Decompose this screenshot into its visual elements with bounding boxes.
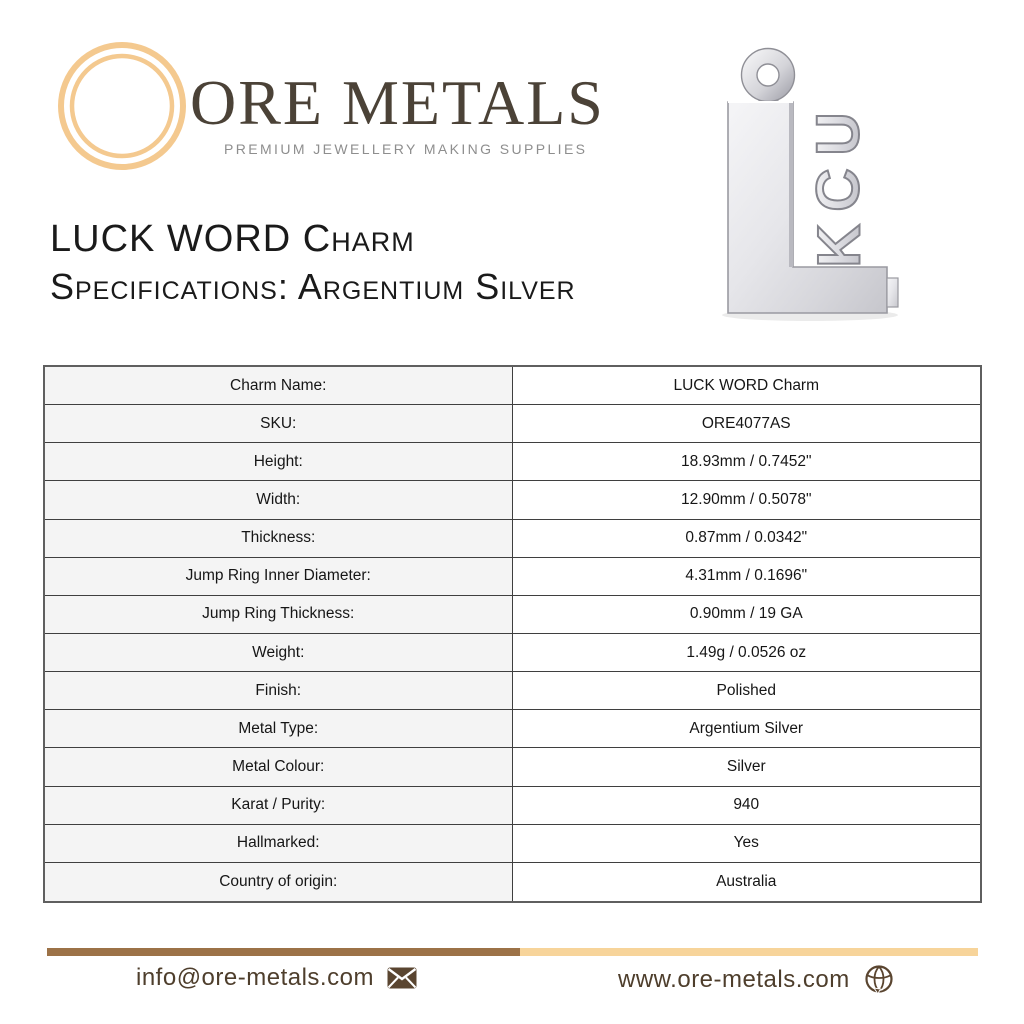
table-row [45,367,980,405]
table-row [45,825,980,863]
spec-table [43,365,982,903]
brand-logo-rings-icon [52,36,192,176]
globe-icon [863,964,895,996]
spec-label: Thickness: [45,520,513,557]
email-address[interactable]: info@ore-metals.com [136,964,374,991]
table-row [45,596,980,634]
brand-tagline: PREMIUM JEWELLERY MAKING SUPPLIES [224,141,588,157]
spec-value: 12.90mm / 0.5078" [513,481,981,518]
table-row [45,481,980,519]
spec-value: Argentium Silver [513,710,981,747]
spec-value: 18.93mm / 0.7452" [513,443,981,480]
table-row [45,748,980,786]
footer-divider [47,948,978,956]
website-contact[interactable] [618,964,895,996]
spec-value: 0.87mm / 0.0342" [513,520,981,557]
product-subtitle: Specifications: Argentium Silver [50,266,576,307]
spec-label: Jump Ring Thickness: [45,596,513,633]
spec-value: 1.49g / 0.0526 oz [513,634,981,671]
spec-label: SKU: [45,405,513,442]
table-row [45,672,980,710]
charm-letter-k: K [805,224,873,268]
spec-label: Height: [45,443,513,480]
slab-edge-shading [789,102,793,267]
table-row [45,443,980,481]
table-row [45,634,980,672]
spec-label: Metal Type: [45,710,513,747]
footer-divider-tan-segment [520,948,978,956]
spec-label: Country of origin: [45,863,513,901]
email-contact[interactable] [136,964,417,992]
spec-label: Finish: [45,672,513,709]
charm-letter-c: C [804,168,872,212]
spec-value: Australia [513,863,981,901]
spec-value: Silver [513,748,981,785]
product-photo-luck-charm [695,42,905,322]
website-address[interactable]: www.ore-metals.com [618,966,850,993]
spec-value: LUCK WORD Charm [513,367,981,404]
spec-value: 4.31mm / 0.1696" [513,558,981,595]
jump-ring [742,49,795,102]
table-row [45,520,980,558]
table-row [45,405,980,443]
spec-label: Metal Colour: [45,748,513,785]
table-row [45,710,980,748]
table-row [45,863,980,901]
spec-value: ORE4077AS [513,405,981,442]
spec-value: 0.90mm / 19 GA [513,596,981,633]
product-title: LUCK WORD Charm [50,218,415,260]
spec-label: Karat / Purity: [45,787,513,824]
spec-label: Weight: [45,634,513,671]
footer-contact-row [0,964,1024,1004]
slab-side-tab [887,278,898,307]
spec-label: Jump Ring Inner Diameter: [45,558,513,595]
spec-value: Polished [513,672,981,709]
charm-letter-u: U [804,112,872,156]
table-row [45,558,980,596]
spec-label: Hallmarked: [45,825,513,862]
table-row [45,787,980,825]
envelope-icon [387,967,417,989]
footer-divider-brown-segment [47,948,520,956]
spec-label: Charm Name: [45,367,513,404]
spec-value: Yes [513,825,981,862]
spec-label: Width: [45,481,513,518]
spec-value: 940 [513,787,981,824]
brand-name: ORE METALS [190,67,605,138]
